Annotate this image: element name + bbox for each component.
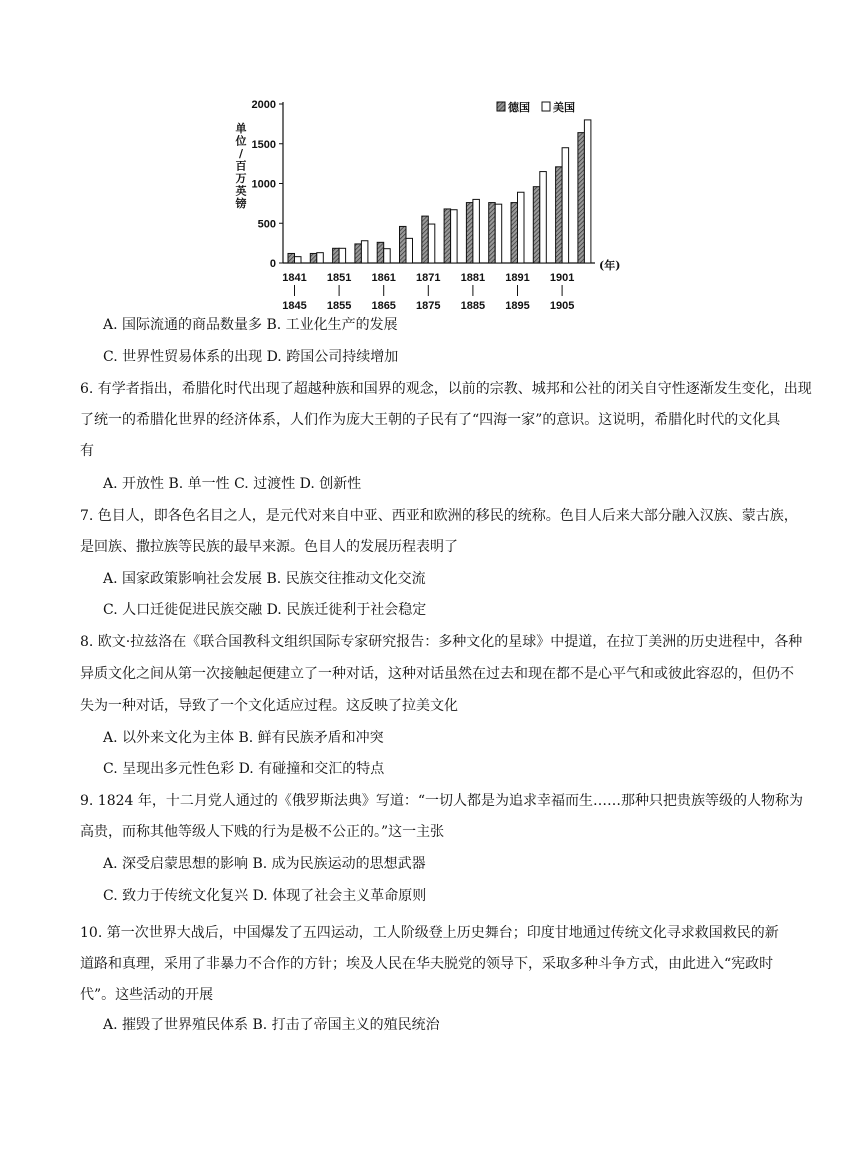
bar-germany (333, 248, 340, 263)
q8-stem-line2: 异质文化之间从第一次接触起便建立了一种对话，这种对话虽然在过去和现在都不是心平气和或彼此容忍的，但仍不 (80, 666, 794, 682)
q10-options-ab: A. 摧毁了世界殖民体系 B. 打击了帝国主义的殖民统治 (103, 1017, 440, 1033)
bar-usa (451, 210, 458, 263)
bar-germany (489, 203, 496, 263)
q9-stem-line1: 9. 1824 年，十二月党人通过的《俄罗斯法典》写道：“一切人都是为追求幸福而生……那种只把贵族等级的人物称为 (80, 793, 804, 809)
bar-usa (495, 204, 502, 263)
bar-germany (310, 253, 317, 263)
bar-chart (220, 92, 620, 322)
q8-stem-line3: 失为一种对话，导致了一个文化适应过程。这反映了拉美文化 (80, 698, 458, 714)
y-tick-label: 2000 (251, 99, 276, 111)
x-axis-label: (年) (599, 259, 620, 272)
bar-usa (540, 172, 547, 263)
x-tick-label-end: 1905 (549, 300, 575, 312)
y-axis-label-char: 百 (235, 159, 247, 173)
y-tick-label: 1000 (251, 178, 276, 191)
bar-usa (317, 253, 324, 263)
bar-germany (400, 226, 407, 263)
bar-usa (562, 148, 569, 263)
y-axis-label-char: / (238, 147, 244, 160)
y-axis-label-char: 单 (235, 122, 247, 135)
bar-usa (584, 120, 591, 263)
bar-usa (295, 257, 302, 263)
q7-options-ab: A. 国家政策影响社会发展 B. 民族交往推动文化交流 (103, 571, 426, 587)
q6-stem-line2: 了统一的希腊化世界的经济体系，人们作为庞大王朝的子民有了“四海一家”的意识。这说明，希腊化时代的文化具 (80, 412, 781, 428)
x-tick-label-end: 1865 (371, 300, 396, 312)
x-tick-label-end: 1875 (416, 300, 441, 312)
y-axis-label-char: 英 (235, 184, 247, 198)
bar-usa (361, 241, 368, 263)
y-axis-label-char: 镑 (235, 197, 247, 210)
y-tick-label: 500 (257, 218, 276, 231)
y-axis-label-char: 位 (235, 134, 247, 148)
x-tick-label-start: 1881 (460, 272, 486, 284)
bar-usa (384, 249, 391, 263)
bar-usa (339, 248, 346, 263)
bar-germany (578, 133, 585, 263)
bar-usa (428, 224, 435, 263)
bar-germany (556, 167, 563, 263)
q10-stem: 10. 第一次世界大战后，中国爆发了五四运动，工人阶级登上历史舞台；印度甘地通过传统文化寻求救国救民的新道路和真理，采用了非暴力不合作的方针；埃及人民在华夫脱党的领导下，采取多种斗争方式，由此进入“宪政时代”。这些活动的开展 (80, 925, 779, 1003)
bar-germany (511, 203, 518, 263)
bar-germany (355, 244, 362, 263)
bar-germany (466, 203, 473, 263)
bar-germany (377, 242, 384, 263)
legend-label: 美国 (553, 101, 575, 114)
bar-germany (444, 209, 451, 263)
bar-germany (422, 216, 429, 263)
q9-stem-line2: 高贵，而称其他等级人下贱的行为是极不公正的。”这一主张 (80, 824, 445, 840)
q7-options-cd: C. 人口迁徙促进民族交融 D. 民族迁徙利于社会稳定 (103, 602, 427, 618)
legend-swatch (542, 102, 550, 111)
q7-stem-line2: 是回族、撒拉族等民族的最早来源。色目人的发展历程表明了 (80, 539, 458, 555)
x-tick-label-end: 1885 (460, 300, 486, 312)
legend-swatch (497, 102, 505, 111)
bar-usa (473, 199, 480, 263)
x-tick-label-start: 1841 (282, 272, 307, 284)
x-tick-label-end: 1895 (505, 300, 530, 312)
y-tick-label: 1500 (251, 138, 276, 151)
q6-options: A. 开放性 B. 单一性 C. 过渡性 D. 创新性 (103, 476, 362, 492)
q5-options-ab: A. 国际流通的商品数量多 B. 工业化生产的发展 (103, 317, 398, 333)
x-tick-label-start: 1891 (505, 272, 530, 284)
q9-options-ab: A. 深受启蒙思想的影响 B. 成为民族运动的思想武器 (103, 856, 426, 872)
bar-germany (533, 187, 540, 263)
x-tick-label-start: 1901 (549, 272, 575, 284)
q8-options-cd: C. 呈现出多元性色彩 D. 有碰撞和交汇的特点 (103, 761, 385, 777)
x-tick-label-start: 1871 (416, 272, 441, 284)
q8-stem-line1: 8. 欧文·拉兹洛在《联合国教科文组织国际专家研究报告：多种文化的星球》中提道，在拉丁美洲的历史进程中，各种 (80, 634, 803, 650)
q8-options-ab: A. 以外来文化为主体 B. 鲜有民族矛盾和冲突 (103, 730, 384, 746)
bar-usa (406, 238, 413, 263)
x-tick-label-end: 1855 (326, 300, 352, 312)
x-tick-label-start: 1861 (371, 272, 396, 284)
q9-options-cd: C. 致力于传统文化复兴 D. 体现了社会主义革命原则 (103, 888, 427, 904)
bar-germany (288, 253, 295, 263)
x-tick-label-start: 1851 (326, 272, 352, 284)
q6-stem-line3: 有 (80, 443, 94, 459)
q6-stem-line1: 6. 有学者指出，希腊化时代出现了超越种族和国界的观念，以前的宗教、城邦和公社的闭关自守性逐渐发生变化，出现 (80, 381, 812, 397)
bar-usa (518, 192, 525, 263)
q7-stem-line1: 7. 色目人，即各色名目之人，是元代对来自中亚、西亚和欧洲的移民的统称。色目人后来大部分融入汉族、蒙古族， (80, 508, 798, 524)
x-tick-label-end: 1845 (282, 300, 307, 312)
y-tick-label: 0 (269, 258, 276, 270)
q5-options-cd: C. 世界性贸易体系的出现 D. 跨国公司持续增加 (103, 349, 399, 365)
y-axis-label-char: 万 (235, 172, 247, 185)
legend-label: 德国 (508, 101, 530, 114)
